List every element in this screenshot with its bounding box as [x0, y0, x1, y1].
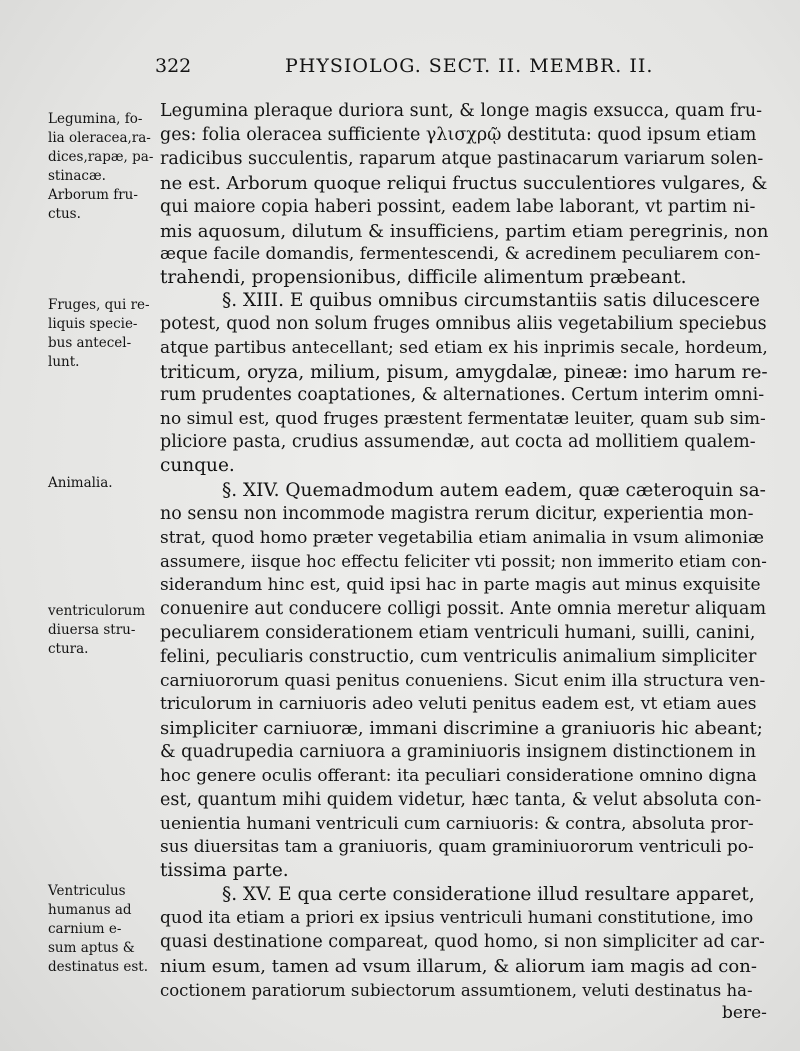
margin-note-line: ventriculorum: [48, 603, 146, 619]
margin-note-line: stinacæ.: [48, 168, 106, 184]
body-text-line: tissima parte.: [160, 860, 289, 881]
margin-note-line: Arborum fru-: [48, 187, 138, 203]
body-text-line: Legumina pleraque duriora sunt, & longe magis exsucca, quam fru-: [160, 101, 763, 121]
catchword: bere-: [722, 1003, 767, 1023]
section-heading-line: §. XV. E qua certe consideratione illud resultare apparet,: [222, 884, 755, 905]
body-text-line: no simul est, quod fruges præstent fermentatæ leuiter, quam sub sim-: [160, 409, 766, 429]
margin-note-line: liquis specie-: [48, 316, 138, 332]
body-text-line: quasi destinatione compareat, quod homo, si non simpliciter ad car-: [160, 932, 765, 952]
section-heading-line: §. XIV. Quemadmodum autem eadem, quæ cæteroquin sa-: [222, 480, 766, 501]
body-text-line: carniuororum quasi penitus conueniens. Sicut enim illa structura ven-: [160, 671, 766, 691]
body-text-line: assumere, iisque hoc effectu feliciter vti possit; non immerito etiam con-: [160, 552, 767, 571]
body-text-line: uenientia humani ventriculi cum carniuoris: & contra, absoluta pror-: [160, 814, 754, 834]
margin-note-line: Ventriculus: [48, 883, 126, 899]
body-text-line: & quadrupedia carniuora a graminiuoris insignem distinctionem in: [160, 742, 756, 762]
body-text-line: simpliciter carniuoræ, immani discrimine a graniuoris hic abeant;: [160, 718, 763, 739]
margin-note-line: Legumina, fo-: [48, 111, 143, 127]
section-heading-line: §. XIII. E quibus omnibus circumstantiis satis dilucescere: [222, 290, 760, 311]
body-text-line: strat, quod homo præter vegetabilia etiam animalia in vsum alimoniæ: [160, 528, 764, 548]
body-text-line: est, quantum mihi quidem videtur, hæc tanta, & velut absoluta con-: [160, 790, 762, 810]
body-text-line: æque facile domandis, fermentescendi, & acredinem peculiarem con-: [160, 244, 761, 264]
body-text-line: cunque.: [160, 455, 235, 476]
body-text-line: qui maiore copia haberi possint, eadem labe laborant, vt partim ni-: [160, 197, 756, 217]
margin-note-line: ctura.: [48, 641, 89, 657]
body-text-line: no sensu non incommode magistra rerum dicitur, experientia mon-: [160, 504, 754, 524]
body-text-line: ne est. Arborum quoque reliqui fructus succulentiores vulgares, &: [160, 173, 768, 194]
margin-note-line: Animalia.: [48, 475, 113, 491]
body-text-line: coctionem paratiorum subiectorum assumtionem, veluti destinatus ha-: [160, 981, 753, 1000]
running-head: PHYSIOLOG. SECT. II. MEMBR. II.: [285, 55, 654, 77]
body-text-line: radicibus succulentis, raparum atque pastinacarum variarum solen-: [160, 149, 764, 169]
margin-note-line: carnium e-: [48, 921, 122, 937]
margin-note-line: Fruges, qui re-: [48, 297, 150, 313]
body-text-line: trahendi, propensionibus, difficile alimentum præbeant.: [160, 267, 687, 288]
body-text-line: peculiarem considerationem etiam ventriculi humani, suilli, canini,: [160, 623, 756, 643]
body-text-line: felini, peculiaris constructio, cum ventriculis animalium simpliciter: [160, 647, 757, 667]
body-text-line: sus diuersitas tam a graniuoris, quam graminiuororum ventriculi po-: [160, 837, 754, 857]
body-text-line: potest, quod non solum fruges omnibus aliis vegetabilium speciebus: [160, 314, 767, 334]
body-text-line: pliciore pasta, crudius assumendæ, aut cocta ad mollitiem qualem-: [160, 432, 756, 452]
margin-note-line: lia oleracea,ra-: [48, 130, 151, 146]
body-text-line: nium esum, tamen ad vsum illarum, & aliorum iam magis ad con-: [160, 956, 757, 977]
body-text-line: rum prudentes coaptationes, & alternationes. Certum interim omni-: [160, 385, 765, 405]
body-text-line: conuenire aut conducere colligi possit. Ante omnia meretur aliquam: [160, 599, 767, 619]
page-number: 322: [155, 55, 192, 77]
body-text-line: triticum, oryza, milium, pisum, amygdalæ, pineæ: imo harum re-: [160, 362, 768, 383]
margin-note-line: bus antecel-: [48, 335, 132, 351]
body-text-line: hoc genere oculis offerant: ita peculiari consideratione omnino digna: [160, 766, 757, 786]
margin-note-line: humanus ad: [48, 902, 132, 918]
body-text-line: quod ita etiam a priori ex ipsius ventriculi humani constitutione, imo: [160, 908, 754, 928]
margin-note-line: destinatus est.: [48, 959, 149, 975]
margin-note-line: sum aptus &: [48, 940, 135, 956]
body-text-line: triculorum in carniuoris adeo veluti penitus eadem est, vt etiam aues: [160, 694, 757, 714]
margin-note-line: ctus.: [48, 206, 81, 222]
margin-note-line: lunt.: [48, 354, 80, 370]
margin-note-line: diuersa stru-: [48, 622, 136, 638]
margin-note-line: dices,rapæ, pa-: [48, 149, 154, 165]
body-text-line: ges: folia oleracea sufficiente γλισχρῷ destituta: quod ipsum etiam: [160, 125, 757, 145]
body-text-line: mis aquosum, dilutum & insufficiens, partim etiam peregrinis, non: [160, 221, 769, 242]
page-header: [150, 55, 750, 85]
body-text-line: siderandum hinc est, quid ipsi hac in parte magis aut minus exquisite: [160, 575, 761, 595]
body-text-line: atque partibus antecellant; sed etiam ex his inprimis secale, hordeum,: [160, 338, 768, 358]
